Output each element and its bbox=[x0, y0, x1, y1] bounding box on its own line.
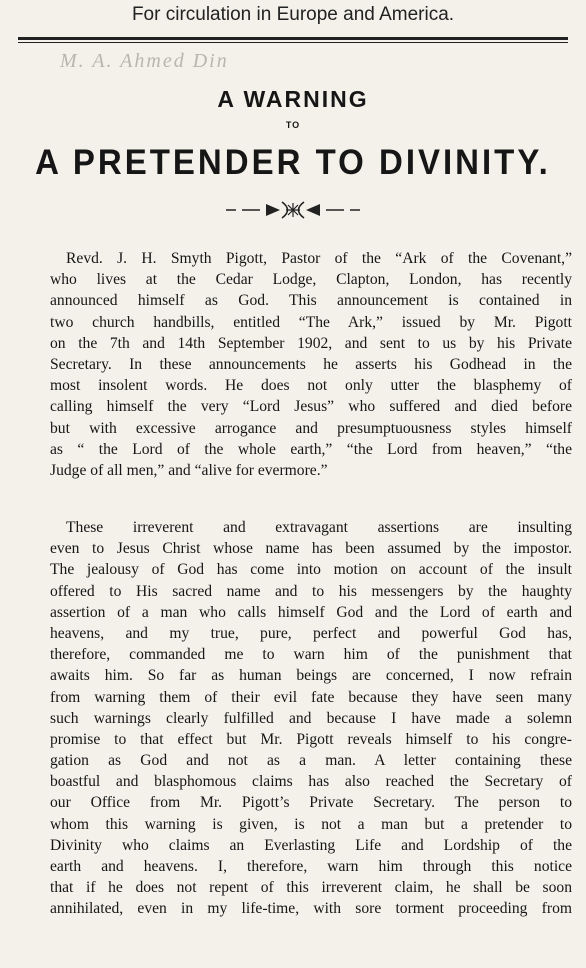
text-line: awaits him. So far as human beings are concerned, I now refrain bbox=[50, 667, 572, 685]
paragraph-1 bbox=[50, 248, 572, 481]
text-line: earth and heavens. I, therefore, warn him through this notice bbox=[50, 858, 572, 875]
text-line: calling himself the very “Lord Jesus” who suffered and died before bbox=[50, 398, 572, 416]
header-rule-thin bbox=[18, 42, 568, 43]
circulation-note: For circulation in Europe and America. bbox=[131, 4, 455, 25]
text-line: Revd. J. H. Smyth Pigott, Pastor of the “Ark of the Covenant,” bbox=[66, 250, 572, 267]
text-line: boastful and blasphomous claims has also reached the Secretary of bbox=[50, 773, 572, 791]
title-pretender: A PRETENDER TO DIVINITY. bbox=[35, 141, 551, 182]
text-line: gation as God and not as a man. A letter containing these bbox=[50, 752, 572, 770]
text-line: that if he does not repent of this irreverent claim, he shall be soon bbox=[50, 879, 572, 897]
header-rule-thick bbox=[18, 37, 568, 40]
text-line: on the 7th and 14th September 1902, and sent to us by his Private bbox=[50, 334, 572, 352]
text-line: whom this warning is given, is not a man but a pretender to bbox=[50, 815, 572, 833]
text-line: but with excessive arrogance and presumptuousness styles himself bbox=[50, 419, 572, 437]
title-warning: A WARNING bbox=[217, 86, 369, 112]
text-line: annihilated, even in my life-time, with sore torment proceeding from bbox=[50, 900, 572, 918]
text-line: as “ the Lord of the whole earth,” “the Lord from heaven,” “the bbox=[50, 440, 572, 458]
text-line: promise to that effect but Mr. Pigott reveals himself to his congre- bbox=[50, 730, 572, 748]
text-line: therefore, commanded me to warn him of the punishment that bbox=[50, 646, 572, 664]
text-line: heavens, and my true, pure, perfect and powerful God has, bbox=[50, 624, 572, 642]
text-line: offered to His sacred name and to his messengers by the haughty bbox=[50, 582, 572, 600]
text-line: who lives at the Cedar Lodge, Clapton, London, has recently bbox=[50, 271, 572, 289]
text-line: announced himself as God. This announcement is contained in bbox=[50, 292, 572, 310]
text-line: most insolent words. He does not only utter the blasphemy of bbox=[50, 377, 572, 395]
text-line: even to Jesus Christ whose name has been assumed by the impostor. bbox=[50, 540, 572, 558]
paragraph-2 bbox=[50, 517, 572, 920]
text-line: These irreverent and extravagant assertions are insulting bbox=[66, 519, 572, 536]
ornament-divider-icon bbox=[222, 198, 364, 222]
text-line: our Office from Mr. Pigott’s Private Secretary. The person to bbox=[50, 794, 572, 812]
text-line: The jealousy of God has come into motion on account of the insult bbox=[50, 561, 572, 579]
faded-stamp: M. A. Ahmed Din bbox=[60, 50, 229, 72]
text-line: two church handbills, entitled “The Ark,” issued by Mr. Pigott bbox=[50, 313, 572, 331]
text-line: Judge of all men,” and “alive for evermore.” bbox=[50, 461, 328, 479]
text-line: Divinity who claims an Everlasting Life and Lordship of the bbox=[50, 836, 572, 854]
title-to: TO bbox=[285, 120, 301, 130]
text-line: such warnings clearly fulfilled and because I have made a solemn bbox=[50, 709, 572, 727]
text-line: from warning them of their evil fate because they have seen many bbox=[50, 688, 572, 706]
text-line: assertion of a man who calls himself God and the Lord of earth and bbox=[50, 603, 572, 621]
text-line: Secretary. In these announcements he asserts his Godhead in the bbox=[50, 355, 572, 373]
